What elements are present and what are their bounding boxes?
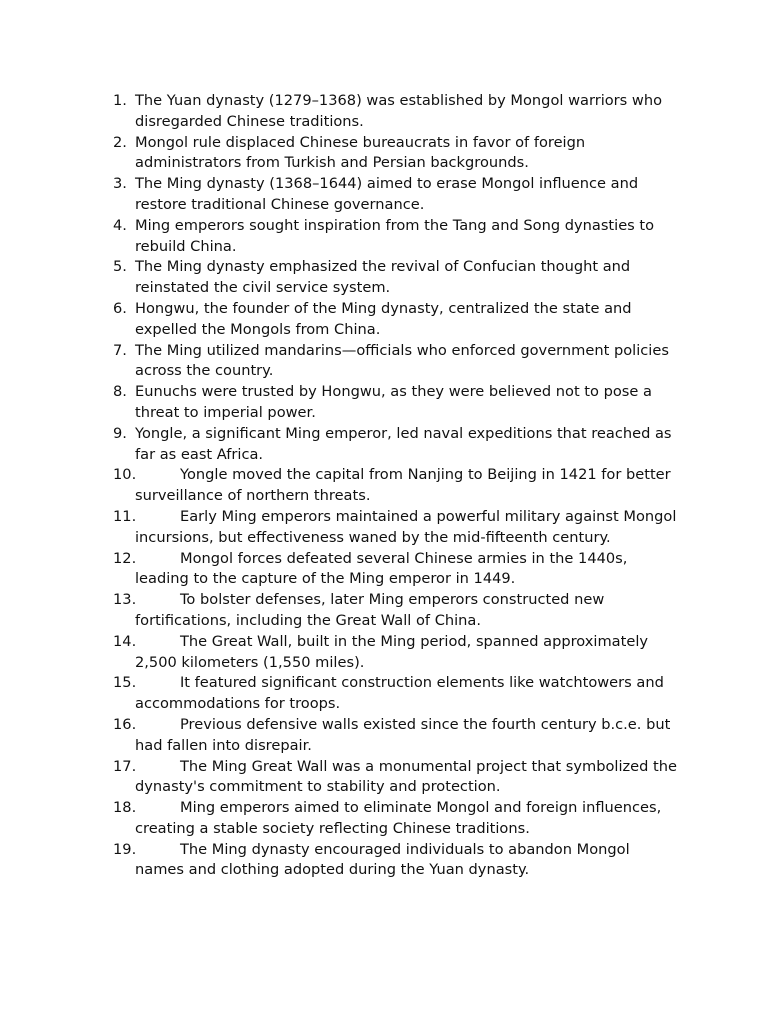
list-item-text: The Great Wall, built in the Ming period, spanned approximately 2,500 kilometers (1,550 miles).: [135, 632, 649, 671]
list-item: [113, 91, 683, 133]
list-item: [113, 424, 683, 466]
list-item-text: It featured significant construction elements like watchtowers and accommodations for troops.: [135, 674, 664, 713]
list-item: [113, 507, 683, 549]
list-item: [113, 133, 683, 175]
list-item: [113, 632, 683, 674]
list-item-text: Mongol forces defeated several Chinese armies in the 1440s, leading to the capture of the Ming emperor in 1449.: [135, 549, 628, 588]
list-item-number: 2.: [113, 133, 127, 151]
list-item-text: Previous defensive walls existed since the fourth century b.c.e. but had fallen into disrepair.: [135, 715, 671, 754]
list-item-text: Yongle moved the capital from Nanjing to Beijing in 1421 for better surveillance of northern threats.: [135, 466, 671, 505]
list-item-number: 19.: [113, 840, 137, 858]
list-item-number: 6.: [113, 299, 127, 317]
list-item-number: 10.: [113, 466, 137, 484]
list-item: [113, 465, 683, 507]
list-item: [113, 174, 683, 216]
list-item: [113, 257, 683, 299]
list-item-number: 16.: [113, 715, 137, 733]
list-item-number: 5.: [113, 258, 127, 276]
list-item-number: 7.: [113, 341, 127, 359]
list-item-number: 15.: [113, 674, 137, 692]
list-item: [113, 840, 683, 882]
list-item-text: Eunuchs were trusted by Hongwu, as they were believed not to pose a threat to imperial power.: [135, 383, 652, 421]
list-item: [113, 590, 683, 632]
list-item-number: 3.: [113, 175, 127, 193]
list-item-number: 13.: [113, 591, 137, 609]
list-item: [113, 341, 683, 383]
numbered-list: [113, 91, 683, 881]
list-item: [113, 216, 683, 258]
list-item-text: The Ming dynasty encouraged individuals to abandon Mongol names and clothing adopted during the Yuan dynasty.: [135, 840, 630, 879]
list-item-text: To bolster defenses, later Ming emperors constructed new fortifications, including the Great Wall of China.: [135, 591, 605, 629]
list-item-number: 12.: [113, 549, 137, 567]
list-item-number: 18.: [113, 799, 137, 817]
list-item: [113, 299, 683, 341]
list-item-number: 11.: [113, 507, 137, 525]
list-item: [113, 673, 683, 715]
list-item-text: The Ming utilized mandarins—officials who enforced government policies across the country.: [135, 341, 669, 380]
list-item-number: 4.: [113, 216, 127, 234]
list-item: [113, 715, 683, 757]
list-item: [113, 757, 683, 799]
list-item-number: 9.: [113, 424, 127, 442]
list-item-text: Ming emperors sought inspiration from the Tang and Song dynasties to rebuild China.: [135, 216, 655, 255]
list-item-number: 8.: [113, 383, 127, 401]
list-item-text: The Ming dynasty emphasized the revival of Confucian thought and reinstated the civil service system.: [135, 258, 631, 297]
list-item-text: The Ming Great Wall was a monumental project that symbolized the dynasty's commitment to stability and protection.: [135, 757, 677, 796]
list-item: [113, 382, 683, 424]
list-item: [113, 549, 683, 591]
list-item-text: Ming emperors aimed to eliminate Mongol and foreign influences, creating a stable society reflecting Chinese traditions.: [135, 799, 662, 837]
list-item-text: The Ming dynasty (1368–1644) aimed to erase Mongol influence and restore traditional Chinese governance.: [135, 175, 639, 213]
list-item: [113, 798, 683, 840]
list-item-text: Yongle, a significant Ming emperor, led naval expeditions that reached as far as east Africa.: [135, 424, 672, 463]
list-item-number: 1.: [113, 92, 127, 109]
list-item-text: Hongwu, the founder of the Ming dynasty, centralized the state and expelled the Mongols from China.: [135, 299, 632, 338]
list-item-number: 14.: [113, 632, 137, 650]
list-item-text: Early Ming emperors maintained a powerful military against Mongol incursions, but effectiveness waned by the mid-fifteenth century.: [135, 507, 677, 546]
list-item-number: 17.: [113, 757, 137, 775]
list-item-text: Mongol rule displaced Chinese bureaucrats in favor of foreign administrators from Turkish and Persian backgrounds.: [135, 133, 586, 172]
list-item-text: The Yuan dynasty (1279–1368) was established by Mongol warriors who disregarded Chinese traditions.: [135, 92, 663, 130]
